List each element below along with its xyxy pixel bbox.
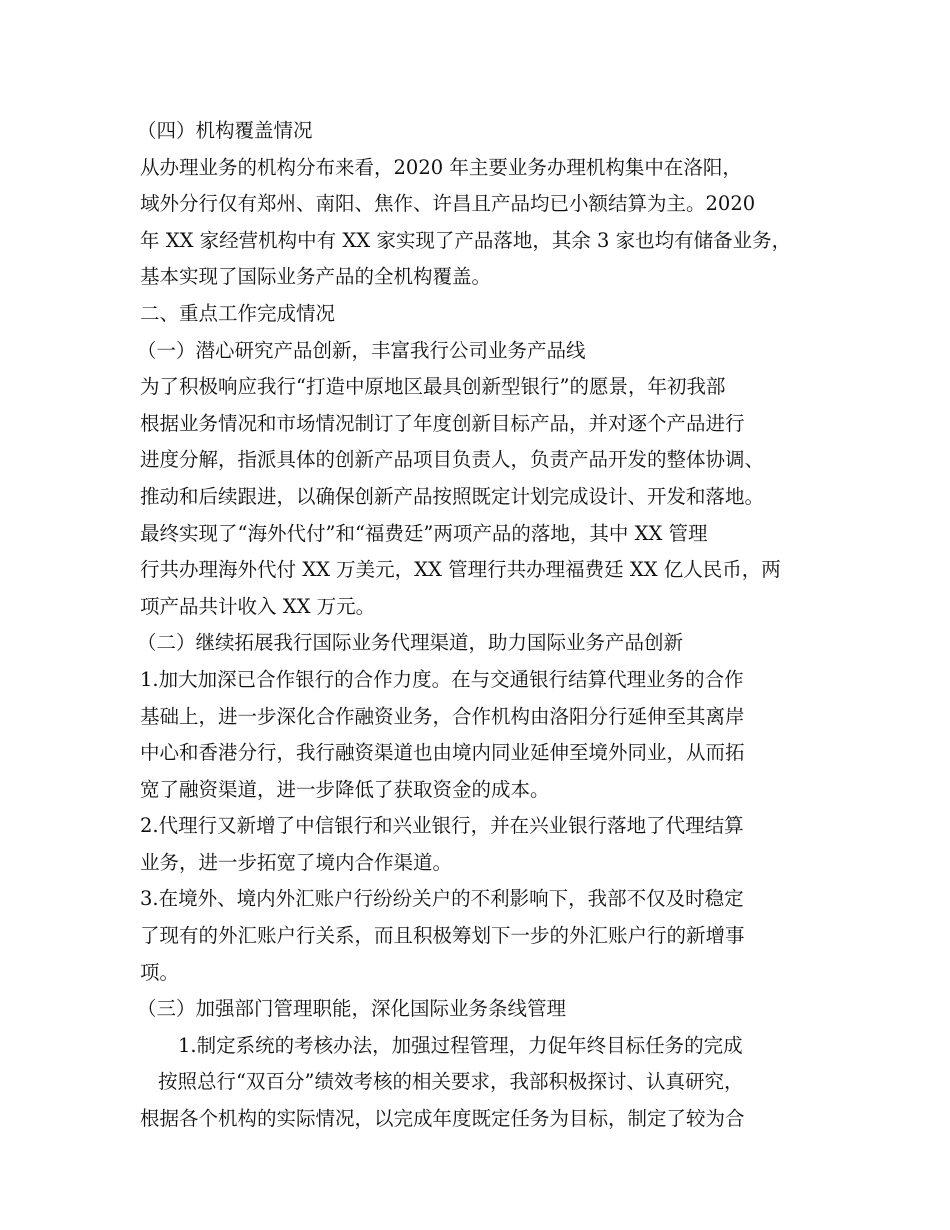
paragraph-line: 行共办理海外代付 XX 万美元，XX 管理行共办理福费廷 XX 亿人民币，两 [140, 558, 781, 582]
paragraph-line: 为了积极响应我行“打造中原地区最具创新型银行”的愿景，年初我部 [140, 375, 726, 399]
document-page [137, 116, 840, 1133]
paragraph-line: 1.加大加深已合作银行的合作力度。在与交通银行结算代理业务的合作 [140, 667, 744, 691]
paragraph-line: 年 XX 家经营机构中有 XX 家实现了产品落地，其余 3 家也均有储备业务， [140, 228, 792, 252]
paragraph-line: 3.在境外、境内外汇账户行纷纷关户的不利影响下，我部不仅及时稳定 [140, 887, 744, 911]
paragraph-line: 中心和香港分行，我行融资渠道也由境内同业延伸至境外同业，从而拓 [140, 741, 745, 765]
paragraph-line: 进度分解，指派具体的创新产品项目负责人，负责产品开发的整体协调、 [140, 448, 765, 472]
section-heading-1: （一）潜心研究产品创新，丰富我行公司业务产品线 [137, 338, 586, 362]
paragraph-line: 根据业务情况和市场情况制订了年度创新目标产品，并对逐个产品进行 [140, 411, 745, 435]
paragraph-line: 宽了融资渠道，进一步降低了获取资金的成本。 [140, 777, 550, 801]
section-heading-4: （四）机构覆盖情况 [137, 119, 313, 142]
paragraph-line: 基本实现了国际业务产品的全机构覆盖。 [140, 265, 492, 289]
subsection-heading: 1.制定系统的考核办法，加强过程管理，力促年终目标任务的完成 [178, 1033, 743, 1057]
paragraph-line: 了现有的外汇账户行关系，而且积极筹划下一步的外汇账户行的新增事 [140, 924, 745, 948]
paragraph-line: 基础上，进一步深化合作融资业务，合作机构由洛阳分行延伸至其离岸 [140, 704, 745, 728]
section-heading-2: （二）继续拓展我行国际业务代理渠道，助力国际业务产品创新 [137, 631, 684, 655]
paragraph-line: 按照总行“双百分”绩效考核的相关要求，我部积极探讨、认真研究， [158, 1070, 744, 1094]
paragraph-line: 推动和后续跟进，以确保创新产品按照既定计划完成设计、开发和落地。 [140, 484, 765, 508]
paragraph-line: 根据各个机构的实际情况，以完成年度既定任务为目标，制定了较为合 [140, 1107, 745, 1131]
paragraph-line: 域外分行仅有郑州、南阳、焦作、许昌且产品均已小额结算为主。2020 [140, 192, 756, 216]
paragraph-line: 从办理业务的机构分布来看，2020 年主要业务办理机构集中在洛阳， [140, 155, 742, 179]
chapter-heading-2: 二、重点工作完成情况 [140, 301, 336, 325]
paragraph-line: 最终实现了“海外代付”和“福费廷”两项产品的落地，其中 XX 管理 [140, 521, 708, 545]
paragraph-line: 业务，进一步拓宽了境内合作渠道。 [140, 850, 453, 874]
paragraph-line: 2.代理行又新增了中信银行和兴业银行，并在兴业银行落地了代理结算 [140, 814, 744, 838]
paragraph-line: 项。 [140, 960, 180, 984]
section-heading-3: （三）加强部门管理职能，深化国际业务条线管理 [137, 997, 567, 1021]
paragraph-line: 项产品共计收入 XX 万元。 [140, 594, 376, 618]
